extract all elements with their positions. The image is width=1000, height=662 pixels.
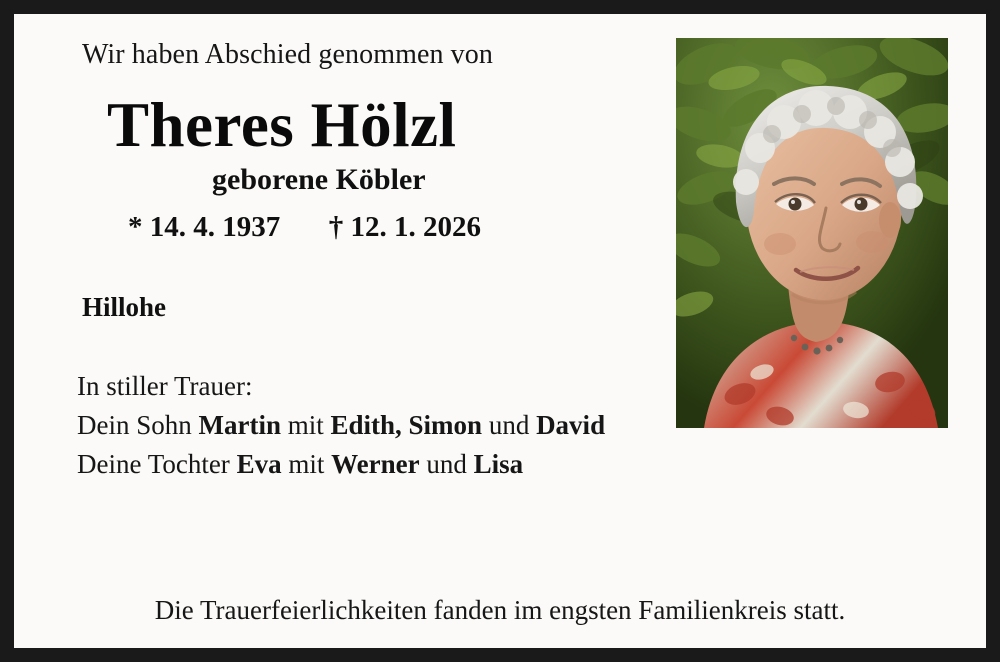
obituary-card (14, 14, 986, 648)
death-symbol: † (328, 211, 344, 244)
portrait-photo (676, 38, 948, 428)
death-date: 12. 1. 2026 (350, 211, 481, 244)
mourning-line-conjunction: und (482, 410, 537, 441)
birth-symbol: * (128, 211, 143, 244)
intro-line: Wir haben Abschied genommen von (82, 39, 493, 70)
mourning-line (77, 410, 674, 441)
footer-note: Die Trauerfeierlichkeiten fanden im engsten Familienkreis statt. (154, 595, 846, 625)
mourning-line-first-name: Eva (236, 449, 282, 480)
mourning-line-mid: mit (281, 449, 332, 480)
mourning-line-last-name: David (536, 410, 606, 441)
mourning-line (77, 449, 674, 480)
mourning-line-last-name: Lisa (473, 449, 524, 480)
mourning-line-prefix: Deine Tochter (77, 449, 237, 480)
mourning-header: In stiller Trauer: (77, 371, 253, 402)
birth-date: 14. 4. 1937 (149, 211, 281, 244)
maiden-name: geborene Köbler (212, 163, 426, 197)
obituary-text-column (14, 14, 674, 648)
life-dates (128, 211, 674, 244)
mourning-line-conjunction: und (419, 449, 474, 480)
mourning-line-names: Edith, Simon (330, 410, 483, 441)
mourning-line-names: Werner (331, 449, 420, 480)
place-name: Hillohe (82, 292, 167, 323)
mourning-line-prefix: Dein Sohn (77, 410, 199, 441)
deceased-name: Theres Hölzl (107, 89, 457, 160)
mourning-line-first-name: Martin (198, 410, 281, 441)
mourning-line-mid: mit (280, 410, 331, 441)
